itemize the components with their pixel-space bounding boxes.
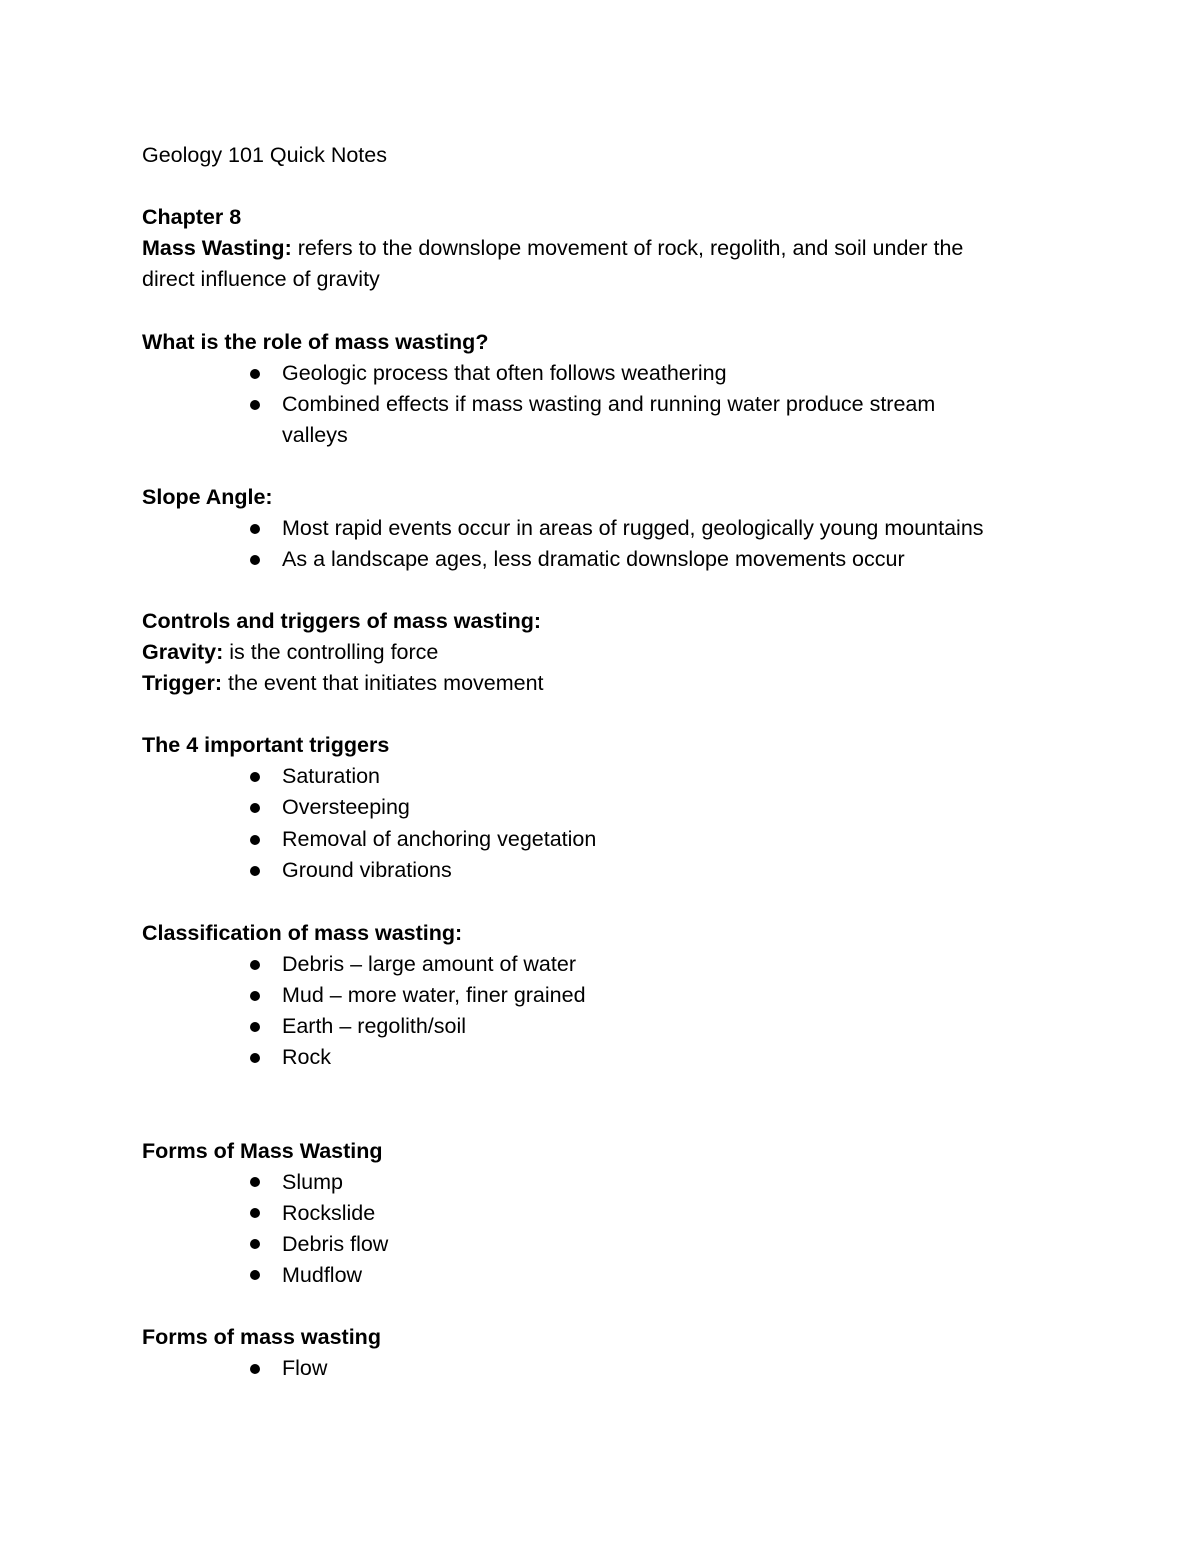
- bullet-icon: [250, 835, 260, 845]
- bullet-icon: [250, 960, 260, 970]
- bullet-icon: [250, 1022, 260, 1032]
- bullet-icon: [250, 991, 260, 1001]
- bullet-icon: [250, 400, 260, 410]
- mass-wasting-definition-text: refers to the downslope movement of rock, regolith, and soil under the: [291, 236, 964, 260]
- list-item: Combined effects if mass wasting and running water produce stream: [282, 392, 936, 416]
- bullet-icon: [250, 803, 260, 813]
- list-item: Ground vibrations: [282, 858, 452, 882]
- list-item: Oversteeping: [282, 795, 410, 819]
- list-item: Earth – regolith/soil: [282, 1014, 467, 1038]
- list-item: Mudflow: [282, 1263, 363, 1287]
- list-item: Rock: [282, 1045, 331, 1069]
- gravity-definition: [142, 637, 438, 668]
- gravity-term: Gravity:: [142, 640, 224, 664]
- list-item: Debris – large amount of water: [282, 952, 576, 976]
- list-item: As a landscape ages, less dramatic downslope movements occur: [282, 547, 905, 571]
- triggers-heading: The 4 important triggers: [142, 733, 390, 757]
- trigger-definition: [142, 668, 544, 699]
- mass-wasting-definition: [142, 233, 963, 264]
- bullet-icon: [250, 772, 260, 782]
- bullet-icon: [250, 1364, 260, 1374]
- bullet-icon: [250, 555, 260, 565]
- bullet-icon: [250, 1270, 260, 1280]
- trigger-term: Trigger:: [142, 671, 223, 695]
- list-item: Rockslide: [282, 1201, 376, 1225]
- chapter-heading: Chapter 8: [142, 205, 242, 229]
- classification-heading: Classification of mass wasting:: [142, 921, 463, 945]
- bullet-icon: [250, 1053, 260, 1063]
- bullet-icon: [250, 1239, 260, 1249]
- bullet-icon: [250, 1177, 260, 1187]
- document-title: Geology 101 Quick Notes: [142, 143, 387, 167]
- list-item: Geologic process that often follows weathering: [282, 361, 727, 385]
- mass-wasting-term: Mass Wasting:: [142, 236, 292, 260]
- forms-heading: Forms of Mass Wasting: [142, 1139, 383, 1163]
- mass-wasting-definition-continued: direct influence of gravity: [142, 267, 380, 291]
- gravity-definition-text: is the controlling force: [223, 640, 439, 664]
- bullet-icon: [250, 866, 260, 876]
- controls-heading: Controls and triggers of mass wasting:: [142, 609, 541, 633]
- trigger-definition-text: the event that initiates movement: [222, 671, 544, 695]
- list-item-continued: valleys: [282, 423, 348, 447]
- bullet-icon: [250, 524, 260, 534]
- list-item: Saturation: [282, 764, 381, 788]
- list-item: Most rapid events occur in areas of rugged, geologically young mountains: [282, 516, 984, 540]
- bullet-icon: [250, 1208, 260, 1218]
- list-item: Removal of anchoring vegetation: [282, 827, 597, 851]
- forms-heading-second: Forms of mass wasting: [142, 1325, 381, 1349]
- list-item: Flow: [282, 1356, 328, 1380]
- list-item: Slump: [282, 1170, 343, 1194]
- slope-heading: Slope Angle:: [142, 485, 273, 509]
- list-item: Debris flow: [282, 1232, 389, 1256]
- role-heading: What is the role of mass wasting?: [142, 330, 489, 354]
- bullet-icon: [250, 369, 260, 379]
- list-item: Mud – more water, finer grained: [282, 983, 586, 1007]
